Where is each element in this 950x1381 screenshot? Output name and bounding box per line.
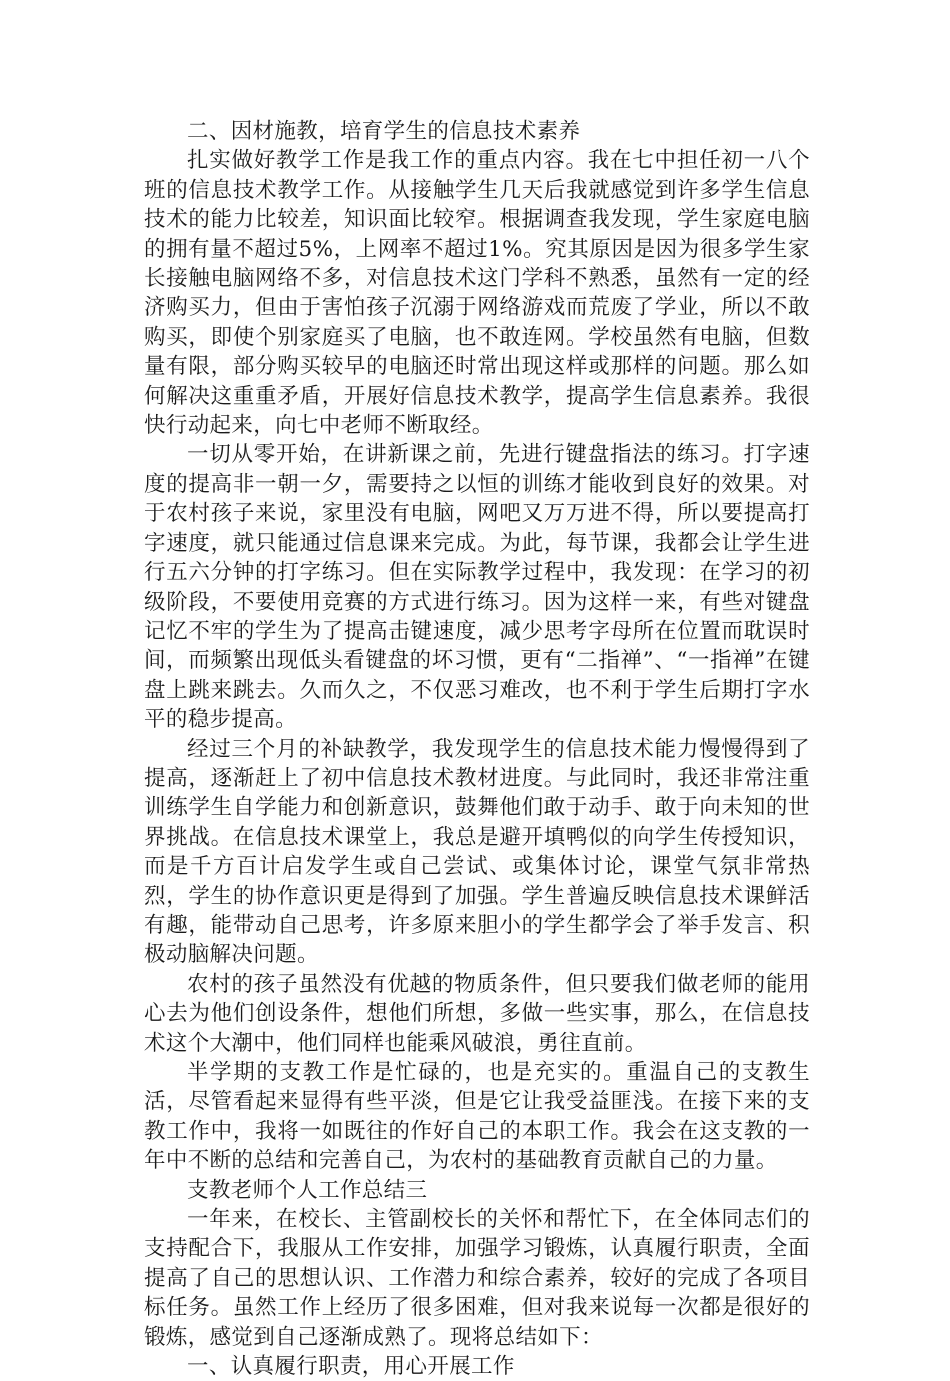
paragraph-progress: 经过三个月的补缺教学，我发现学生的信息技术能力慢慢得到了提高，逐渐赶上了初中信息技术教材进度。与此同时，我还非常注重训练学生自学能力和创新意识，鼓舞他们敢于动手、敢于向未知的世界挑战。在信息技术课堂上，我总是避开填鸭似的向学生传授知识，而是千方百计启发学生或自己尝试、或集体讨论，课堂气氛非常热烈，学生的协作意识更是得到了加强。学生普遍反映信息技术课鲜活有趣，能带动自己思考，许多原来胆小的学生都学会了举手发言、积极动脑解决问题。 xyxy=(144,736,810,968)
paragraph-typing-practice: 一切从零开始，在讲新课之前，先进行键盘指法的练习。打字速度的提高非一朝一夕，需要持之以恒的训练才能收到良好的效果。对于农村孩子来说，家里没有电脑，网吧又万万进不得，所以要提高打字速度，就只能通过信息课来完成。为此，每节课，我都会让学生进行五六分钟的打字练习。但在实际教学过程中，我发现：在学习的初级阶段，不要使用竞赛的方式进行练习。因为这样一来，有些对键盘记忆不牢的学生为了提高击键速度，减少思考字母所在位置而耽误时间，而频繁出现低头看键盘的坏习惯，更有“二指禅”、“一指禅”在键盘上跳来跳去。久而久之，不仅恶习难改，也不利于学生后期打字水平的稳步提高。 xyxy=(144,442,810,733)
paragraph-rural-children: 农村的孩子虽然没有优越的物质条件，但只要我们做老师的能用心去为他们创设条件，想他们所想，多做一些实事，那么，在信息技术这个大潮中，他们同样也能乘风破浪，勇往直前。 xyxy=(144,971,810,1056)
document-body xyxy=(144,117,810,1381)
paragraph-teaching-situation: 扎实做好教学工作是我工作的重点内容。我在七中担任初一八个班的信息技术教学工作。从接触学生几天后我就感觉到许多学生信息技术的能力比较差，知识面比较窄。根据调查我发现，学生家庭电脑的拥有量不超过5%，上网率不超过1%。究其原因是因为很多学生家长接触电脑网络不多，对信息技术这门学科不熟悉，虽然有一定的经济购买力，但由于害怕孩子沉溺于网络游戏而荒废了学业，所以不敢购买，即使个别家庭买了电脑，也不敢连网。学校虽然有电脑，但数量有限，部分购买较早的电脑还时常出现这样或那样的问题。那么如何解决这重重矛盾，开展好信息技术教学，提高学生信息素养。我很快行动起来，向七中老师不断取经。 xyxy=(144,148,810,439)
paragraph-one-year: 一年来，在校长、主管副校长的关怀和帮忙下，在全体同志们的支持配合下，我服从工作安排，加强学习锻炼，认真履行职责，全面提高了自己的思想认识、工作潜力和综合素养，较好的完成了各项目标任务。虽然工作上经历了很多困难，但对我来说每一次都是很好的锻炼，感觉到自己逐渐成熟了。现将总结如下： xyxy=(144,1207,810,1350)
section-heading-1: 一、认真履行职责，用心开展工作 xyxy=(187,1354,515,1380)
paragraph-half-semester: 半学期的支教工作是忙碌的，也是充实的。重温自己的支教生活，尽管看起来显得有些平淡，但是它让我受益匪浅。在接下来的支教工作中，我将一如既往的作好自己的本职工作。我会在这支教的一年中不断的总结和完善自己，为农村的基础教育贡献自己的力量。 xyxy=(144,1060,810,1174)
section-heading-2: 二、因材施教，培育学生的信息技术素养 xyxy=(187,119,581,144)
section-title-summary-3: 支教老师个人工作总结三 xyxy=(187,1177,428,1203)
